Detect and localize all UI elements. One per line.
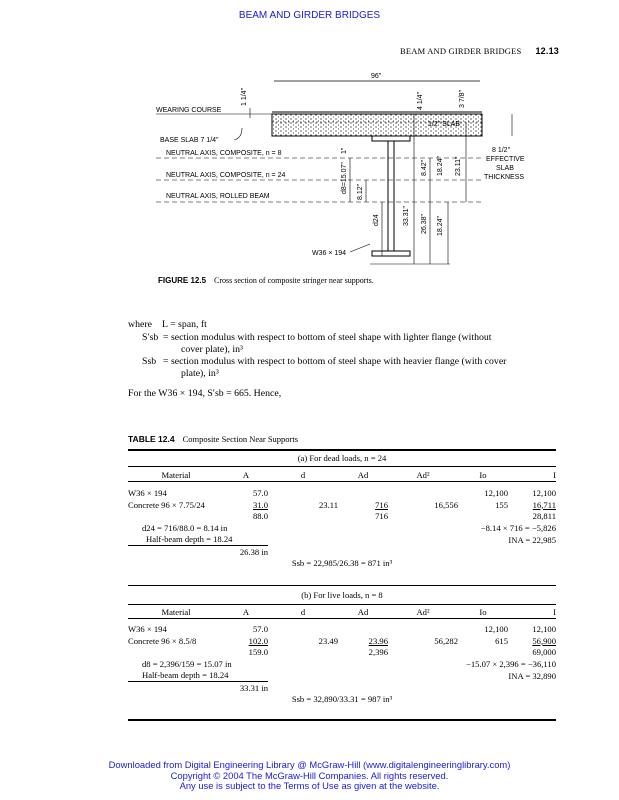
where-word: where xyxy=(128,319,152,330)
s1-definition-cont: cover plate), in³ xyxy=(181,344,243,355)
footer-line-1[interactable]: Downloaded from Digital Engineering Library @ McGraw-Hill (www.digitalengineeringlibrary.com) xyxy=(108,759,511,770)
na-rolled-beam-label: NEUTRAL AXIS, ROLLED BEAM xyxy=(166,193,270,200)
table-a xyxy=(128,469,556,569)
table-b-header: Material A d Ad Ad² Io I xyxy=(161,606,556,617)
dim-3-7-8: 3 7/8" xyxy=(459,89,466,108)
running-head-title: BEAM AND GIRDER BRIDGES xyxy=(399,46,522,56)
width-label: 96" xyxy=(371,73,382,80)
dim-8-42: 8.42" xyxy=(421,159,428,176)
eff-label-1: 8 1/2" xyxy=(492,147,511,154)
part-b-title: (b) For live loads, n = 8 xyxy=(301,590,383,600)
dim-one: 1" xyxy=(341,147,348,154)
s1-definition: = section modulus with respect to bottom of steel shape with lighter flange (without xyxy=(163,332,492,343)
na-composite-8-label: NEUTRAL AXIS, COMPOSITE, n = 8 xyxy=(166,150,282,157)
table-row: Concrete 96 × 8.5/8 102.0 23.49 23.96 56,282 615 56,900 xyxy=(128,635,556,646)
beam-web xyxy=(388,141,394,251)
running-head xyxy=(400,46,559,56)
footer-line-2: Copyright © 2004 The McGraw-Hill Companies. All rights reserved. xyxy=(170,769,449,781)
part-a-title: (a) For dead loads, n = 24 xyxy=(297,453,387,463)
table-row: Concrete 96 × 7.75/24 31.0 23.11 716 16,556 155 16,711 xyxy=(128,499,556,510)
table-sum-row: 88.0 716 28,811 xyxy=(252,511,556,522)
figure-caption xyxy=(158,276,374,285)
table-title-text: Composite Section Near Supports xyxy=(182,434,299,444)
s1-symbol: S′sb xyxy=(142,332,159,343)
dim-d24: d24 xyxy=(373,214,380,226)
footer-line-3: Any use is subject to the Terms of Use as given at the website. xyxy=(179,780,440,791)
table-row: Half-beam depth = 18.24 INA = 32,890 xyxy=(142,670,556,681)
table-row: 26.38 in xyxy=(128,546,556,558)
base-slab-label: BASE SLAB 7 1/4" xyxy=(160,137,219,144)
dim-18-24-b: 18.24" xyxy=(437,215,444,236)
bottom-flange xyxy=(372,251,410,256)
figure-number: FIGURE 12.5 xyxy=(158,276,207,285)
top-dim-label: 1 1/4" xyxy=(241,87,248,106)
table-a-header: Material A d Ad Ad² Io I xyxy=(161,469,556,480)
eff-label-3: SLAB xyxy=(496,165,514,172)
figure-caption-text: Cross section of composite stringer near supports. xyxy=(214,276,374,285)
dim-4-1-4: 4 1/4" xyxy=(417,91,424,110)
half-slab-label: 1/2" SLAB xyxy=(428,121,461,128)
dim-26-38: 26.38" xyxy=(421,213,428,234)
beam-label: W36 × 194 xyxy=(312,250,347,257)
table-number: TABLE 12.4 xyxy=(128,434,175,444)
l-definition: L = span, ft xyxy=(162,319,207,330)
eff-label-4: THICKNESS xyxy=(484,174,525,181)
table-row: W36 × 194 57.0 12,100 12,100 xyxy=(128,488,556,499)
table-row: W36 × 194 57.0 12,100 12,100 xyxy=(128,624,556,635)
cross-section-figure xyxy=(150,66,550,272)
for-line: For the W36 × 194, S′sb = 665. Hence, xyxy=(128,388,282,399)
dim-23-11: 23.11" xyxy=(455,156,462,176)
s2-symbol: Ssb xyxy=(142,356,157,367)
s2-definition: = section modulus with respect to bottom of steel shape with heavier flange (with cover xyxy=(163,356,507,367)
dim-8-12: 8.12" xyxy=(357,183,364,200)
top-banner: BEAM AND GIRDER BRIDGES xyxy=(238,10,381,21)
table-row: 33.31 in xyxy=(128,682,556,694)
wearing-course-label: WEARING COURSE xyxy=(156,107,222,114)
table-row: d24 = 716/88.0 = 8.14 in −8.14 × 716 = −5,826 xyxy=(142,522,556,533)
na-composite-24-label: NEUTRAL AXIS, COMPOSITE, n = 24 xyxy=(166,172,286,179)
table-b xyxy=(128,606,556,705)
table-row: Ssb = 22,985/26.38 = 871 in³ xyxy=(291,558,393,569)
table-row: d8 = 2,396/159 = 15.07 in −15.07 × 2,396 = −36,110 xyxy=(142,658,556,669)
s2-definition-cont: plate), in³ xyxy=(181,368,219,379)
dim-33-31: 33.31" xyxy=(403,205,410,226)
table-row: Ssb = 32,890/33.31 = 987 in³ xyxy=(291,694,393,705)
page-number: 12.13 xyxy=(535,46,559,56)
top-flange xyxy=(372,136,410,141)
table-row: Half-beam depth = 18.24 INA = 22,985 xyxy=(146,534,556,545)
dim-18-24-a: 18.24" xyxy=(437,155,444,176)
table-sum-row: 159.0 2,396 69,000 xyxy=(248,647,556,658)
table-title xyxy=(128,434,298,444)
footer xyxy=(0,760,619,792)
dim-d8: d8=15.07" xyxy=(341,162,348,194)
eff-label-2: EFFECTIVE xyxy=(486,156,525,163)
